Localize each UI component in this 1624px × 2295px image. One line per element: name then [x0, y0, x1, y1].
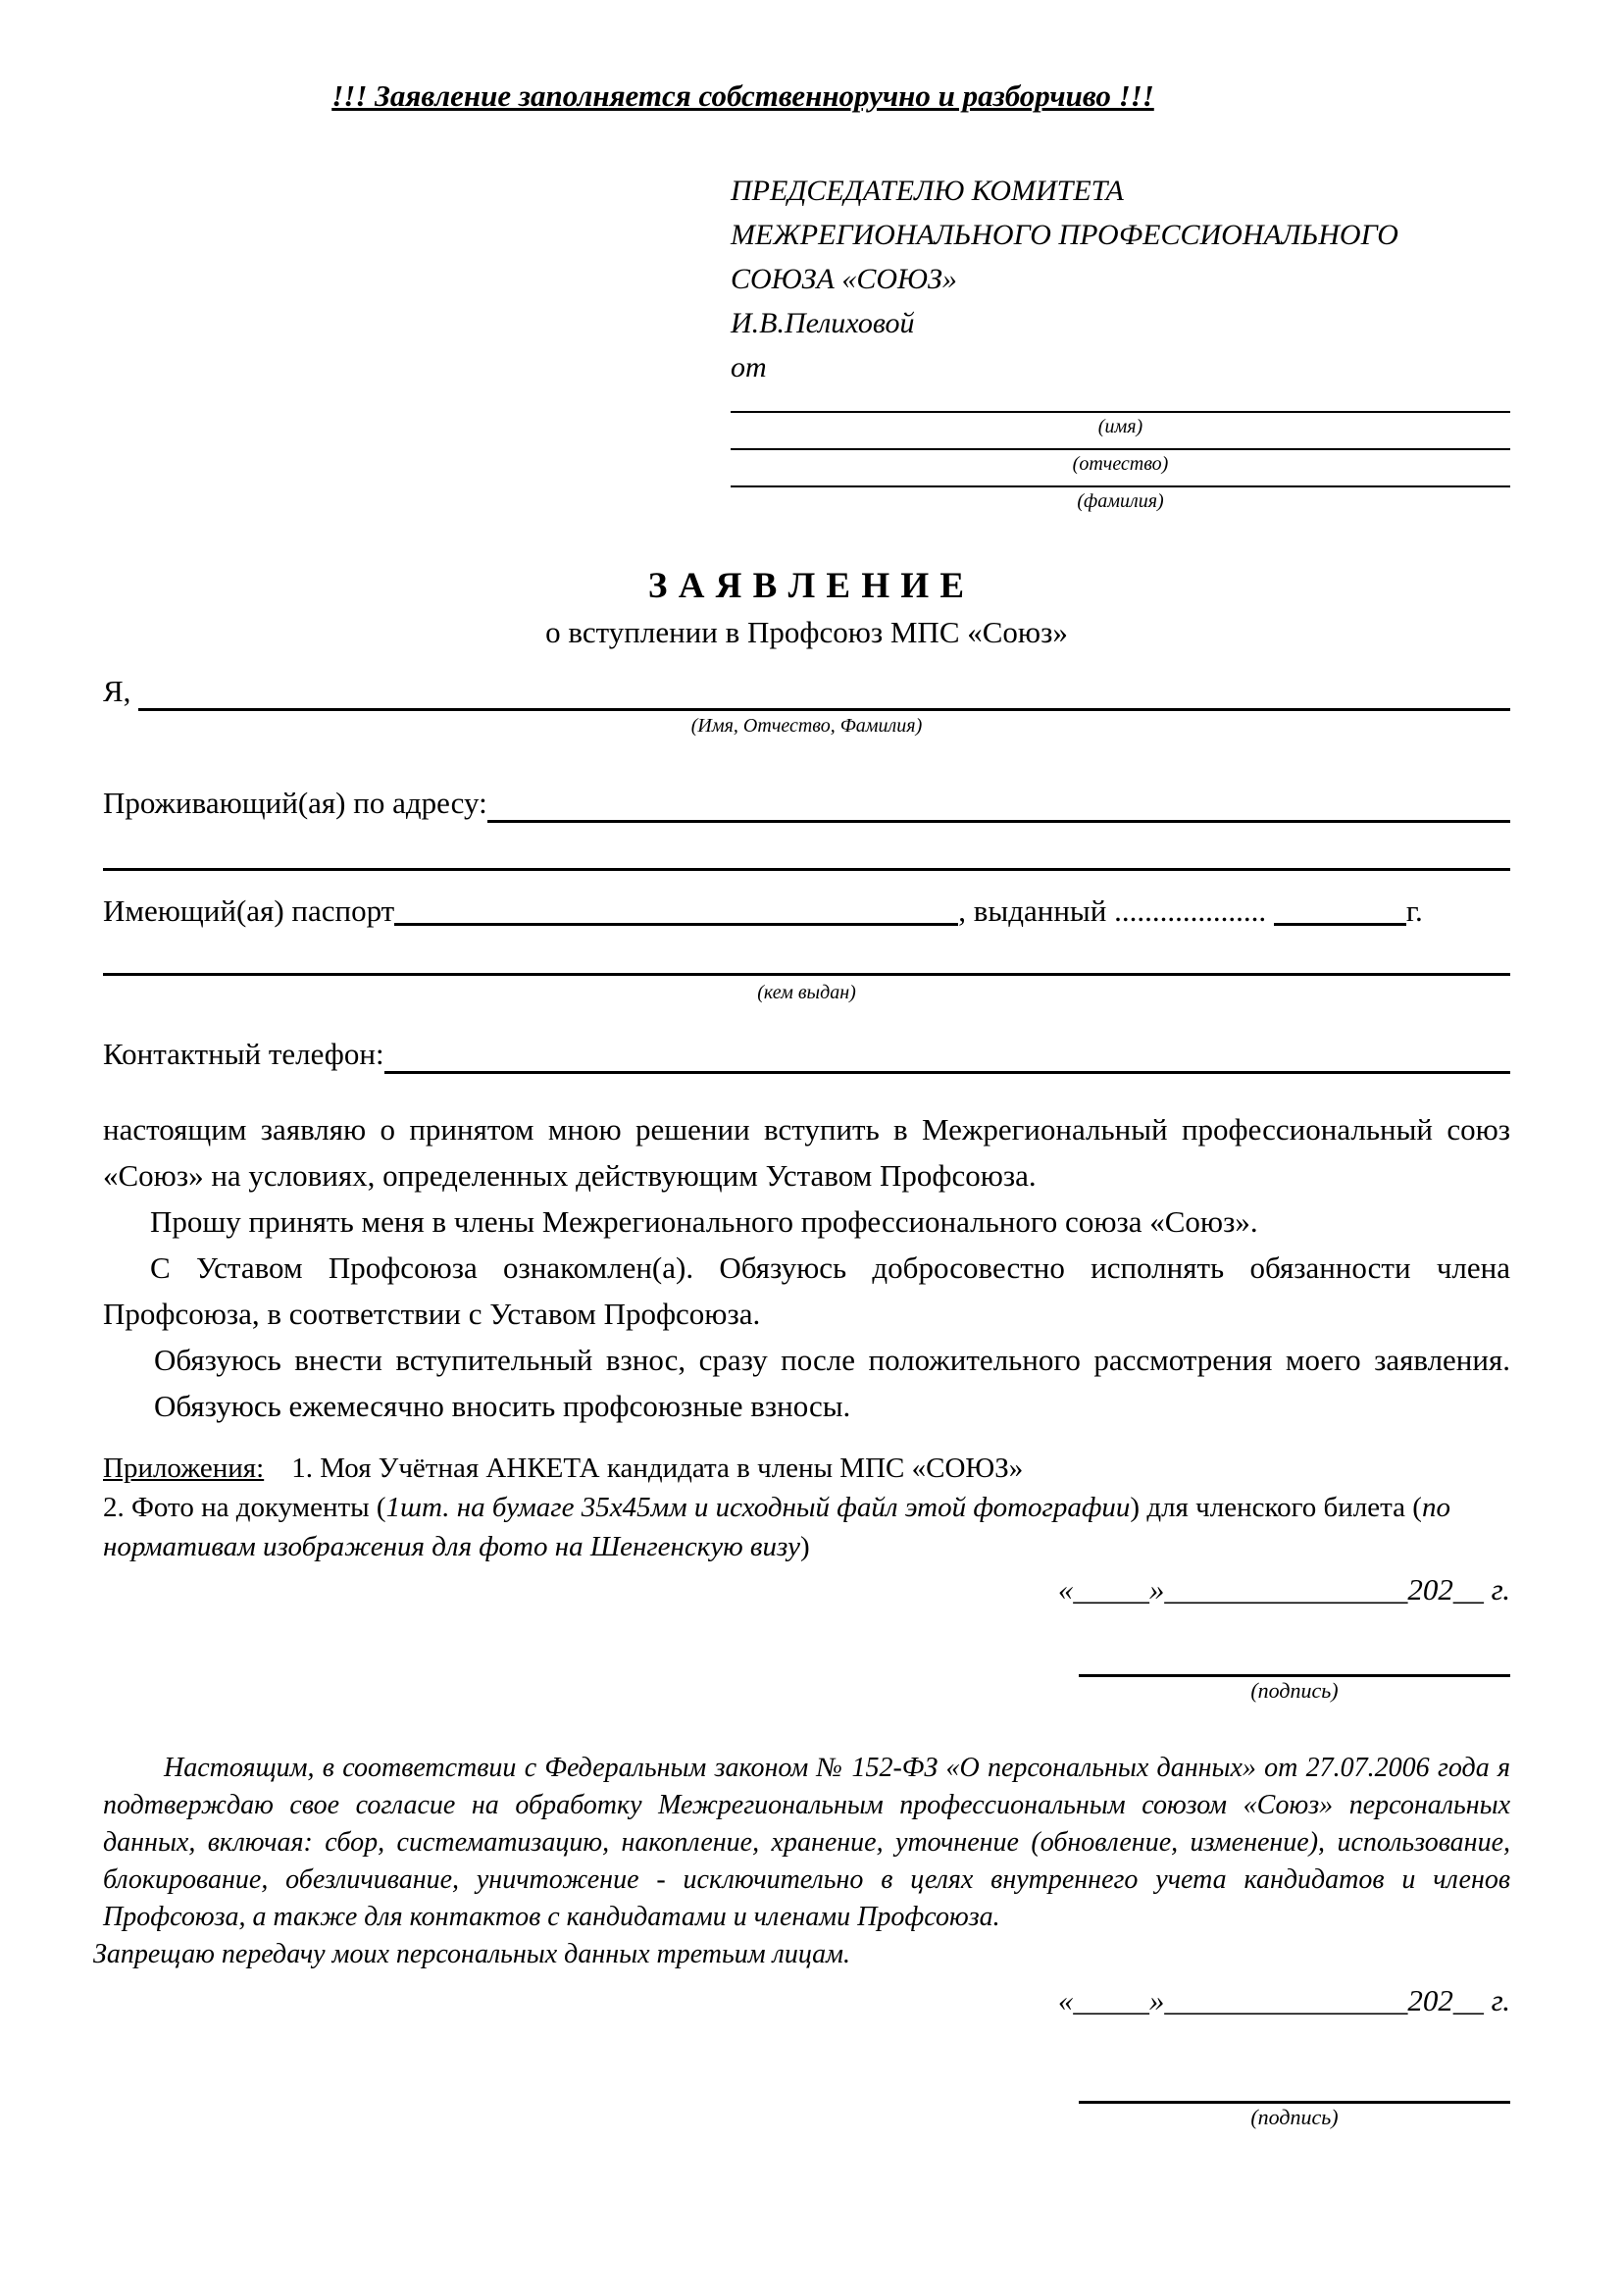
addressee-line-4: И.В.Пелиховой [731, 307, 915, 339]
date-line-1[interactable]: «_____»________________202__ г. [1057, 1572, 1510, 1606]
full-name-row [103, 672, 1510, 711]
statement-paragraph-4: Обязуюсь внести вступительный взнос, сразу после положительного рассмотрения моего заявления. Обязуюсь ежемесячно вносить профсоюзные взносы. [154, 1343, 1510, 1423]
statement-paragraph-3: С Уставом Профсоюза ознакомлен(а). Обязуюсь добросовестно исполнять обязанности члена Профсоюза, в соответствии с Уставом Профсоюза. [103, 1250, 1510, 1331]
attachments-label: Приложения: [103, 1453, 265, 1484]
first-name-field [731, 411, 1510, 439]
signature-caption-1: (подпись) [1250, 1678, 1339, 1703]
phone-row [103, 1035, 1510, 1074]
full-name-label: Я, [103, 674, 139, 708]
document-title: З А Я В Л Е Н И Е [647, 566, 966, 606]
attachment-item-2-mid: ) для членского билета ( [1130, 1492, 1422, 1523]
address-blank[interactable] [487, 785, 1510, 823]
addressee-line-2: МЕЖРЕГИОНАЛЬНОГО ПРОФЕССИОНАЛЬНОГО [731, 219, 1398, 251]
statement-paragraph-1: настоящим заявляю о принятом мною решении вступить в Межрегиональный профессиональный союз «Союз» на условиях, определенных действующим Уставом Профсоюза. [103, 1112, 1510, 1193]
addressee-line-3: СОЮЗА «СОЮЗ» [731, 263, 957, 295]
address-continuation-blank[interactable] [103, 868, 1510, 873]
signature-blank-2[interactable] [1079, 2062, 1510, 2104]
phone-label: Контактный телефон: [103, 1037, 384, 1071]
passport-year-suffix: г. [1405, 893, 1423, 928]
passport-row [103, 891, 1510, 932]
signature-block-2 [1079, 2062, 1510, 2131]
passport-year-blank[interactable] [1274, 892, 1406, 926]
consent-paragraph: Настоящим, в соответствии с Федеральным законом № 152-ФЗ «О персональных данных» от 27.07.2006 года я подтверждаю свое согласие на обработку Межрегиональным профессиональным союзом «Союз» персональных данных, включая: сбор, систематизацию, накопление, хранение, уточнение (обновление, изменение), использование, блокирование, обезличивание, уничтожение - исключительно в целях внутреннего учета кандидатов и членов Профсоюза, а также для контактов с кандидатами и членами Профсоюза. [103, 1753, 1510, 1932]
attachment-item-2-em2: по нормативам изображения для фото на Шенгенскую визу [103, 1492, 1450, 1562]
passport-issuer-caption: (кем выдан) [757, 982, 856, 1003]
last-name-caption: (фамилия) [1077, 490, 1164, 512]
attachment-item-2-close: ) [800, 1531, 810, 1562]
patronymic-caption: (отчество) [1072, 453, 1169, 475]
phone-blank[interactable] [384, 1036, 1510, 1074]
address-label: Проживающий(ая) по адресу: [103, 786, 487, 820]
attachment-item-2 [103, 1488, 1510, 1566]
signature-block-1 [1079, 1635, 1510, 1705]
signature-blank-1[interactable] [1079, 1635, 1510, 1677]
passport-issued-label: , выданный [958, 893, 1115, 928]
signature-caption-2: (подпись) [1250, 2105, 1339, 2129]
full-name-blank[interactable] [138, 673, 1510, 711]
patronymic-field [731, 448, 1510, 477]
consent-prohibition: Запрещаю передачу моих персональных данных третьим лицам. [93, 1939, 851, 1969]
statement-paragraph-2: Прошу принять меня в члены Межрегионального профессионального союза «Союз». [150, 1204, 1258, 1239]
applicant-name-fields [731, 411, 1510, 514]
passport-issuer-blank[interactable] [103, 973, 1510, 978]
passport-number-blank[interactable] [394, 892, 958, 926]
passport-label: Имеющий(ая) паспорт [103, 893, 395, 928]
date-line-2[interactable]: «_____»________________202__ г. [1057, 1983, 1510, 2017]
last-name-field [731, 485, 1510, 514]
document-subtitle: о вступлении в Профсоюз МПС «Союз» [545, 615, 1068, 649]
address-row [103, 784, 1510, 823]
attachment-item-2-em1: 1шт. на бумаге 35х45мм и исходный файл этой фотографии [385, 1492, 1131, 1523]
handwriting-notice: !!! Заявление заполняется собственноручно и разборчиво !!! [331, 78, 1154, 113]
first-name-caption: (имя) [1097, 416, 1143, 437]
attachment-item-1: 1. Моя Учётная АНКЕТА кандидата в члены МПС «СОЮЗ» [291, 1453, 1024, 1484]
addressee-line-1: ПРЕДСЕДАТЕЛЮ КОМИТЕТА [731, 175, 1124, 207]
attachment-item-2-text: 2. Фото на документы ( [103, 1492, 386, 1523]
passport-issued-dots: .................... [1114, 893, 1267, 928]
addressee-from-label: от [731, 351, 767, 383]
full-name-caption: (Имя, Отчество, Фамилия) [690, 715, 923, 737]
addressee-block [731, 169, 1510, 514]
attachments-block [103, 1449, 1510, 1566]
